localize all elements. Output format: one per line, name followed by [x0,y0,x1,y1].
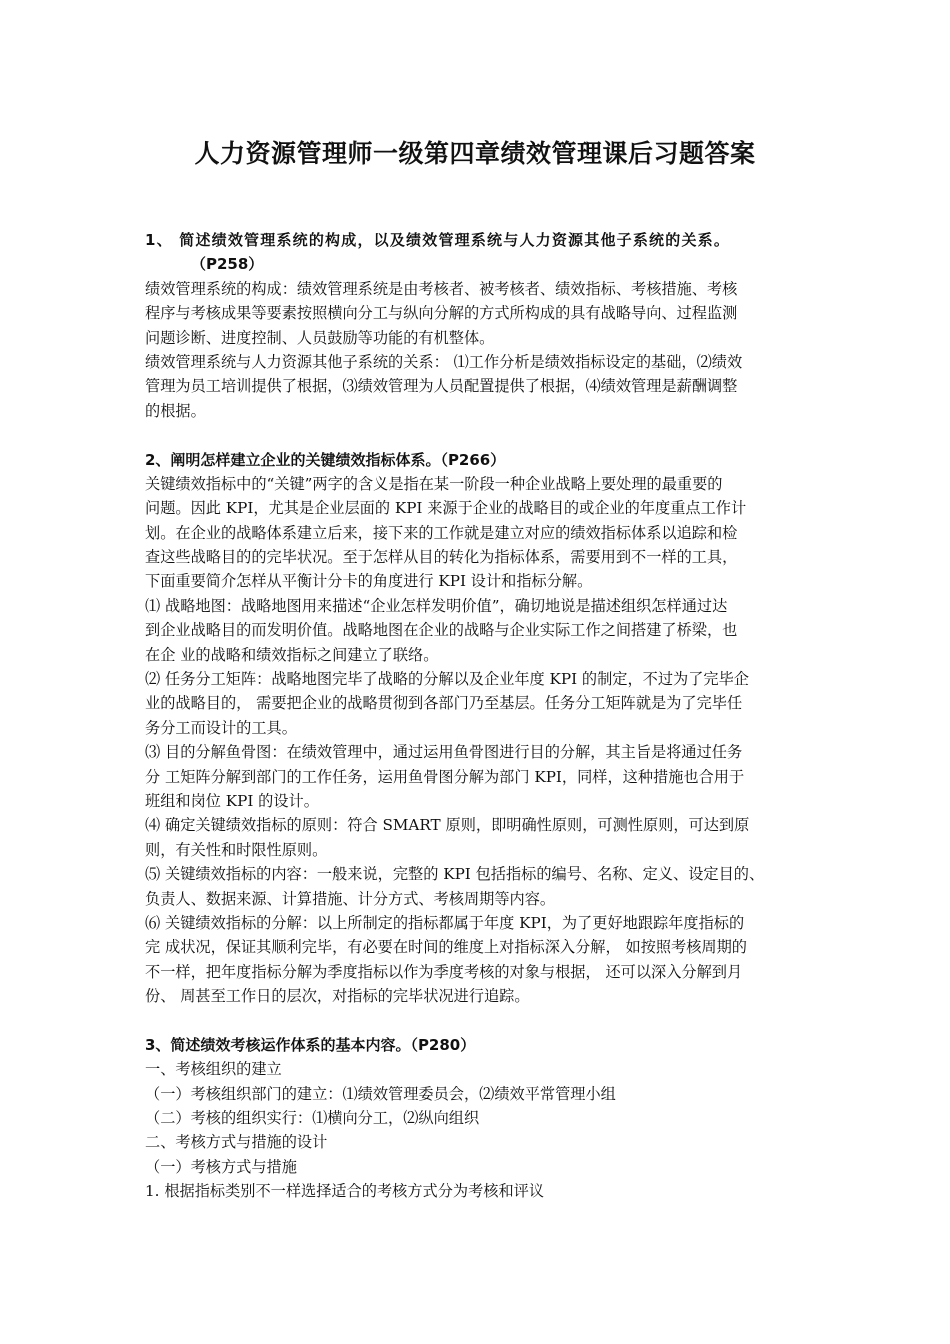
answer-line: 绩效管理系统的构成：绩效管理系统是由考核者、被考核者、绩效指标、考核措施、考核 [145,279,738,298]
answer-line: ⑶ 目的分解鱼骨图：在绩效管理中，通过运用鱼骨图进行目的分解，其主旨是将通过任务 [145,743,743,762]
answer-line: 在企 业的战略和绩效指标之间建立了联络。 [145,645,439,664]
answer-line: 程序与考核成果等要素按照横向分工与纵向分解的方式所构成的具有战略导向、过程监测 [145,304,738,323]
answer-line: 分 工矩阵分解到部门的工作任务，运用鱼骨图分解为部门 KPI，同样，这种措施也合用于 [145,767,745,786]
paragraph-gap [145,423,810,447]
question-1-section [145,228,810,423]
question-2-heading: 2、阐明怎样建立企业的关键绩效指标体系。（P266） [145,450,506,469]
answer-line: 问题诊断、进度控制、人员鼓励等功能的有机整体。 [145,328,495,347]
question-3-heading: 3、简述绩效考核运作体系的基本内容。（P280） [145,1035,476,1054]
answer-line: ⑴ 战略地图：战略地图用来描述“企业怎样发明价值”，确切地说是描述组织怎样通过达 [145,596,728,615]
answer-line: （一）考核组织部门的建立：⑴绩效管理委员会，⑵绩效平常管理小组 [145,1084,616,1103]
answer-line: ⑵ 任务分工矩阵：战略地图完毕了战略的分解以及企业年度 KPI 的制定，不过为了完毕企 [145,670,749,689]
answer-line: 问题。因此 KPI，尤其是企业层面的 KPI 来源于企业的战略目的或企业的年度重点工作计 [145,499,747,518]
answer-line: 班组和岗位 KPI 的设计。 [145,791,319,810]
answer-line: （二）考核的组织实行：⑴横向分工，⑵纵向组织 [145,1109,480,1128]
answer-line: （一）考核方式与措施 [145,1157,297,1176]
answer-line: ⑸ 关键绩效指标的内容：一般来说，完整的 KPI 包括指标的编号、名称、定义、设定目的、 [145,865,765,884]
answer-line: 二、考核方式与措施的设计 [145,1133,328,1152]
answer-line: 则，有关性和时限性原则。 [145,840,328,859]
answer-line: 管理为员工培训提供了根据，⑶绩效管理为人员配置提供了根据，⑷绩效管理是薪酬调整 [145,377,738,396]
answer-line: 份、 周甚至工作日的层次，对指标的完毕状况进行追踪。 [145,987,530,1006]
answer-line: 务分工而设计的工具。 [145,718,297,737]
answer-line: 查这些战略目的的完毕状况。至于怎样从目的转化为指标体系，需要用到不一样的工具， [145,548,738,567]
answer-line: 下面重要简介怎样从平衡计分卡的角度进行 KPI 设计和指标分解。 [145,572,593,591]
answer-line: 1. 根据指标类别不一样选择适合的考核方式分为考核和评议 [145,1182,545,1201]
question-3-section [145,1033,810,1204]
question-1-page-ref: （P258） [191,255,264,274]
answer-line: 不一样，把年度指标分解为季度指标以作为季度考核的对象与根据， 还可以深入分解到月 [145,962,743,981]
paragraph-gap [145,1009,810,1033]
answer-line: 一、考核组织的建立 [145,1060,282,1079]
question-2-section [145,448,810,1009]
answer-line: 的根据。 [145,401,206,420]
answer-line: 到企业战略目的而发明价值。战略地图在企业的战略与企业实际工作之间搭建了桥梁，也 [145,621,738,640]
answer-line: 完 成状况，保证其顺利完毕，有必要在时间的维度上对指标深入分解， 如按照考核周期的 [145,938,747,957]
answer-line: 负责人、数据来源、计算措施、计分方式、考核周期等内容。 [145,889,556,908]
answer-line: ⑹ 关键绩效指标的分解：以上所制定的指标都属于年度 KPI，为了更好地跟踪年度指标的 [145,913,745,932]
document-title: 人力资源管理师一级第四章绩效管理课后习题答案 [194,139,756,168]
answer-line: ⑷ 确定关键绩效指标的原则：符合 SMART 原则，即明确性原则，可测性原则，可达到原 [145,816,750,835]
answer-line: 关键绩效指标中的“关键”两字的含义是指在某一阶段一种企业战略上要处理的最重要的 [145,474,723,493]
document-body [145,228,810,1204]
answer-line: 划。在企业的战略体系建立后来，接下来的工作就是建立对应的绩效指标体系以追踪和检 [145,523,738,542]
answer-line: 业的战略目的， 需要把企业的战略贯彻到各部门乃至基层。任务分工矩阵就是为了完毕任 [145,694,743,713]
answer-line: 绩效管理系统与人力资源其他子系统的关系： ⑴工作分析是绩效指标设定的基础，⑵绩效 [145,352,743,371]
question-1-heading: 1、 简述绩效管理系统的构成，以及绩效管理系统与人力资源其他子系统的关系。 [145,231,731,249]
